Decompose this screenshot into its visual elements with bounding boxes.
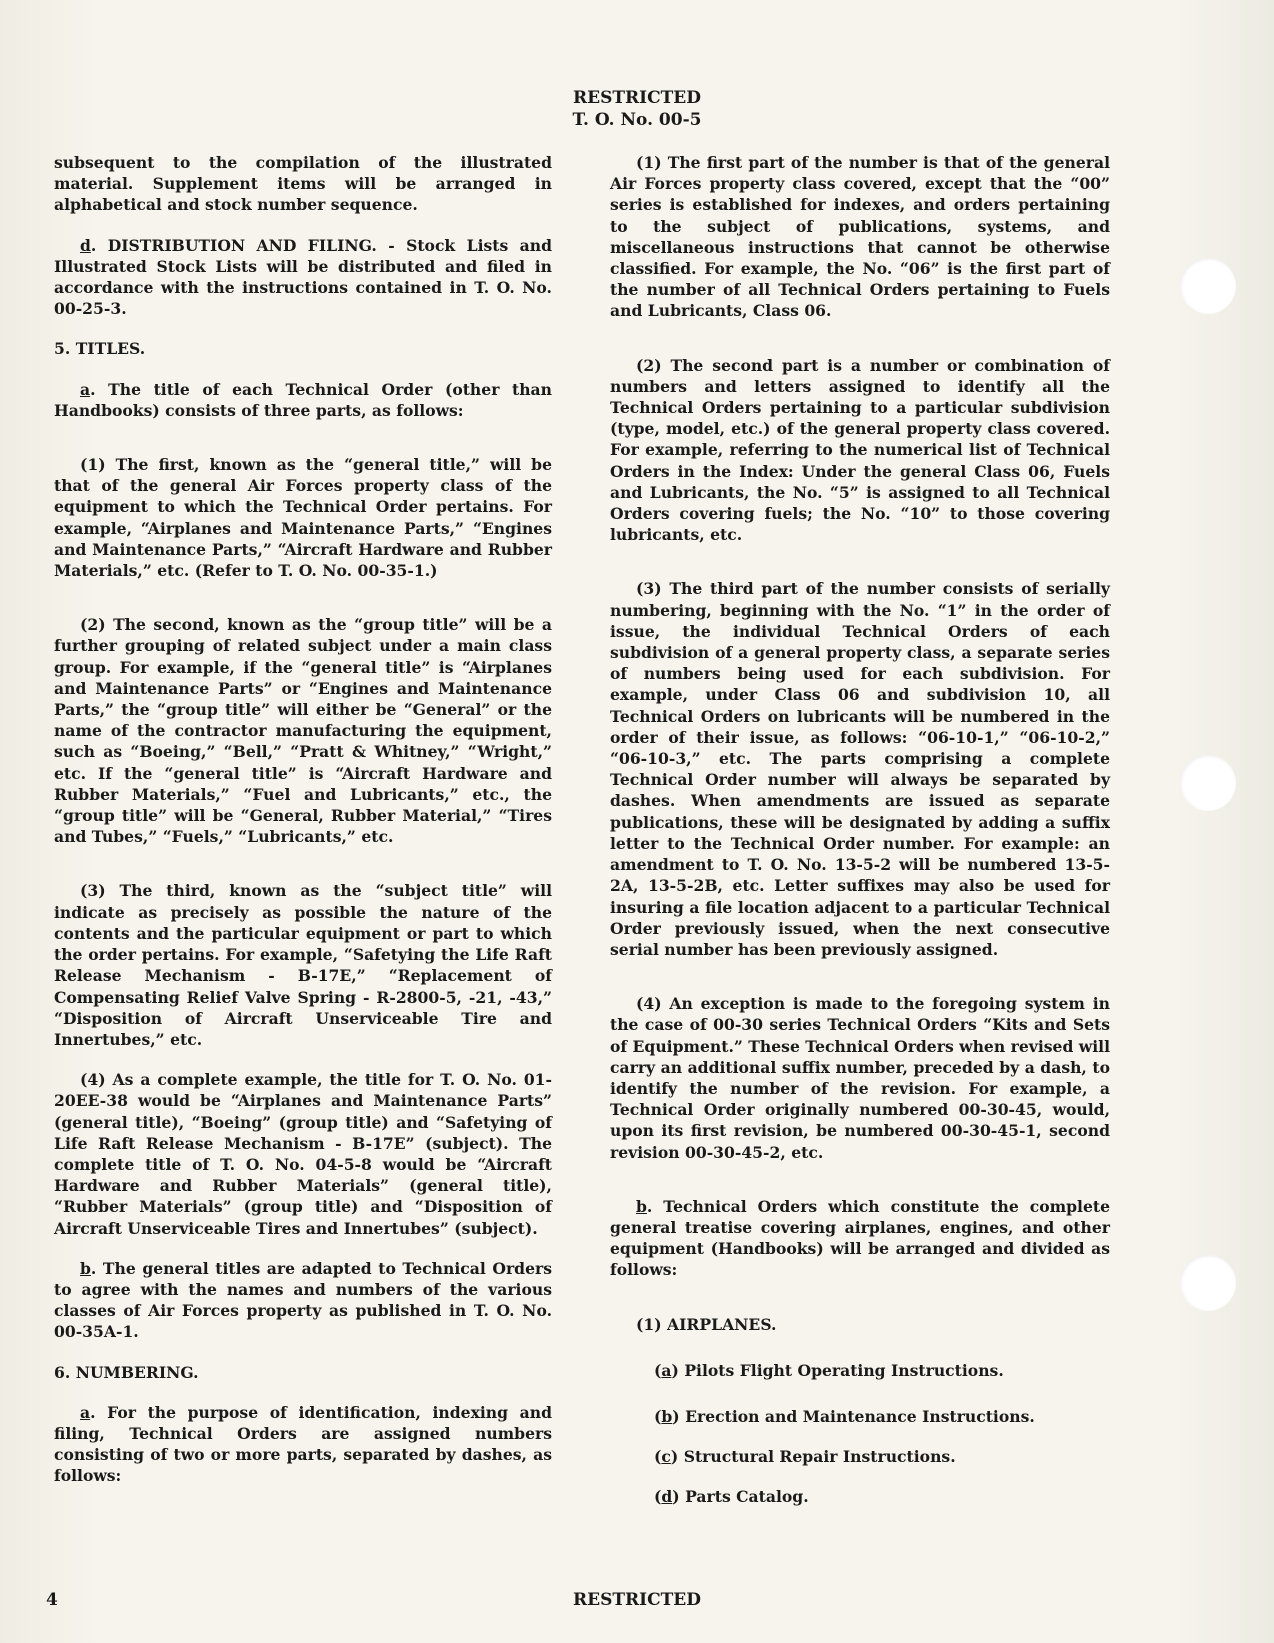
paragraph-numbering-a [54,1402,552,1487]
paragraph-general-title: (1) The first, known as the “general title,” will be that of the general Air Forces property class of the equipment to which the Technical Order pertains. For example, “Airplanes and Maintenance Parts,” “Engines and Maintenance Parts,” “Aircraft Hardware and Rubber Materials,” etc. (Refer to T. O. No. 00-35-1.) [54,455,552,581]
paragraph-second-part: (2) The second part is a number or combination of numbers and letters assigned to identify all the Technical Orders pertaining to a particular subdivision (type, model, etc.) of the general property class covered. For example, referring to the numerical list of Technical Orders in the Index: Under the general Class 06, Fuels and Lubricants, the No. “5” is assigned to all Technical Orders covering fuels; the No. “10” to those covering lubricants, etc. [610,355,1110,545]
list-item: (a) Pilots Flight Operating Instructions. [654,1360,1004,1380]
list-item-label: d [661,1487,673,1507]
binder-hole-bottom [1180,1255,1236,1311]
paragraph-titles-b [54,1258,552,1343]
binder-hole-top [1180,258,1236,314]
page-number: 4 [46,1590,58,1610]
paragraph-complete-example: (4) As a complete example, the title for T. O. No. 01-20EE-38 would be “Airplanes and Maintenance Parts” (general title), “Boeing” (group title) and “Safetying of Life Raft Release Mechanism - B-17E” (subject). The complete title of T. O. No. 04-5-8 would be “Aircraft Hardware and Rubber Materials” (general title), “Rubber Materials” (group title) and “Disposition of Aircraft Unserviceable Tires and Innertubes” (subject). [54,1070,552,1238]
paragraph-distribution-filing [54,235,552,320]
list-item: (b) Erection and Maintenance Instructions. [654,1406,1035,1426]
paragraph-numbering-b [610,1196,1110,1281]
section-heading-numbering: 6. NUMBERING. [54,1362,199,1382]
list-item-text: Structural Repair Instructions. [683,1447,956,1467]
list-item: (d) Parts Catalog. [654,1487,809,1507]
header-classification: RESTRICTED [573,88,701,108]
subheading-airplanes: (1) AIRPLANES. [636,1314,777,1334]
paragraph-subject-title: (3) The third, known as the “subject title” will indicate as precisely as possible the nature of the contents and the particular equipment or part to which the order pertains. For example, “Safetying the Life Raft Release Mechanism - B-17E,” “Replacement of Compensating Relief Valve Spring - R-2800-5, -21, -43,” “Disposition of Aircraft Unserviceable Tire and Innertubes,” etc. [54,881,552,1049]
paragraph-continuation: subsequent to the compilation of the illustrated material. Supplement items will be arranged in alphabetical and stock number sequence. [54,153,552,215]
paragraph-text: . Technical Orders which constitute the complete general treatise covering airplanes, engines, and other equipment (Handbooks) will be arranged and divided as follows: [610,1196,1110,1280]
paragraph-text: . For the purpose of identification, indexing and filing, Technical Orders are assigned numbers consisting of two or more parts, separated by dashes, as follows: [54,1402,552,1486]
paragraph-text: . DISTRIBUTION AND FILING. - Stock Lists and Illustrated Stock Lists will be distributed and filed in accordance with the instructions contained in T. O. No. 00-25-3. [54,235,552,319]
list-item-label: a [661,1360,672,1380]
paragraph-label: b [636,1196,647,1216]
header-to-number: T. O. No. 00-5 [572,110,702,130]
paragraph-label: b [80,1258,91,1278]
list-item: (c) Structural Repair Instructions. [654,1447,956,1467]
paragraph-first-part: (1) The first part of the number is that of the general Air Forces property class covered, except that the “00” series is established for indexes, and orders pertaining to the subject of publications, systems, and miscellaneous instructions that cannot be otherwise classified. For example, the No. “06” is the first part of the number of all Technical Orders pertaining to Fuels and Lubricants, Class 06. [610,153,1110,321]
paragraph-text: . The general titles are adapted to Technical Orders to agree with the names and numbers of the various classes of Air Forces property as published in T. O. No. 00-35A-1. [54,1258,552,1342]
list-item-text: Parts Catalog. [685,1487,809,1507]
left-column [54,152,552,1487]
footer-classification: RESTRICTED [573,1590,701,1610]
list-item-label: c [661,1447,671,1467]
section-heading-titles: 5. TITLES. [54,339,146,359]
list-item-label: b [661,1406,673,1426]
paragraph-text: . The title of each Technical Order (other than Handbooks) consists of three parts, as follows: [54,379,552,420]
paragraph-third-part: (3) The third part of the number consists of serially numbering, beginning with the No. “1” in the order of issue, the individual Technical Orders of each subdivision of a general property class, a separate series of numbers being used for each subdivision. For example, under Class 06 and subdivision 10, all Technical Orders on lubricants will be numbered in the order of their issue, as follows: “06-10-1,” “06-10-2,” “06-10-3,” etc. The parts comprising a complete Technical Order number will always be separated by dashes. When amendments are issued as separate publications, these will be designated by adding a suffix letter to the Technical Order number. For example: an amendment to T. O. No. 13-5-2 will be numbered 13-5-2A, 13-5-2B, etc. Letter suffixes may also be used for insuring a file location adjacent to a particular Technical Order previously issued, when the next consecutive serial number has been previously assigned. [610,579,1110,959]
paragraph-label: d [80,235,91,255]
paragraph-label: a [80,379,91,399]
paragraph-exception: (4) An exception is made to the foregoing system in the case of 00-30 series Technical Orders “Kits and Sets of Equipment.” These Technical Orders when revised will carry an additional suffix number, preceded by a dash, to identify the number of the revision. For example, a Technical Order originally numbered 00-30-45, would, upon its first revision, be numbered 00-30-45-1, second revision 00-30-45-2, etc. [610,994,1110,1162]
right-column [610,152,1110,1508]
paragraph-group-title: (2) The second, known as the “group title” will be a further grouping of related subject under a main class group. For example, if the “general title” is “Airplanes and Maintenance Parts” or “Engines and Maintenance Parts,” the “group title” will either be “General” or the name of the contractor manufacturing the equipment, such as “Boeing,” “Bell,” “Pratt & Whitney,” “Wright,” etc. If the “general title” is “Aircraft Hardware and Rubber Materials,” “Fuel and Lubricants,” etc., the “group title” will be “General, Rubber Material,” “Tires and Tubes,” “Fuels,” “Lubricants,” etc. [54,615,552,847]
paragraph-titles-a [54,379,552,421]
binder-hole-middle [1180,755,1236,811]
list-item-text: Erection and Maintenance Instructions. [685,1406,1035,1426]
list-item-text: Pilots Flight Operating Instructions. [684,1360,1004,1380]
paragraph-label: a [80,1402,91,1422]
